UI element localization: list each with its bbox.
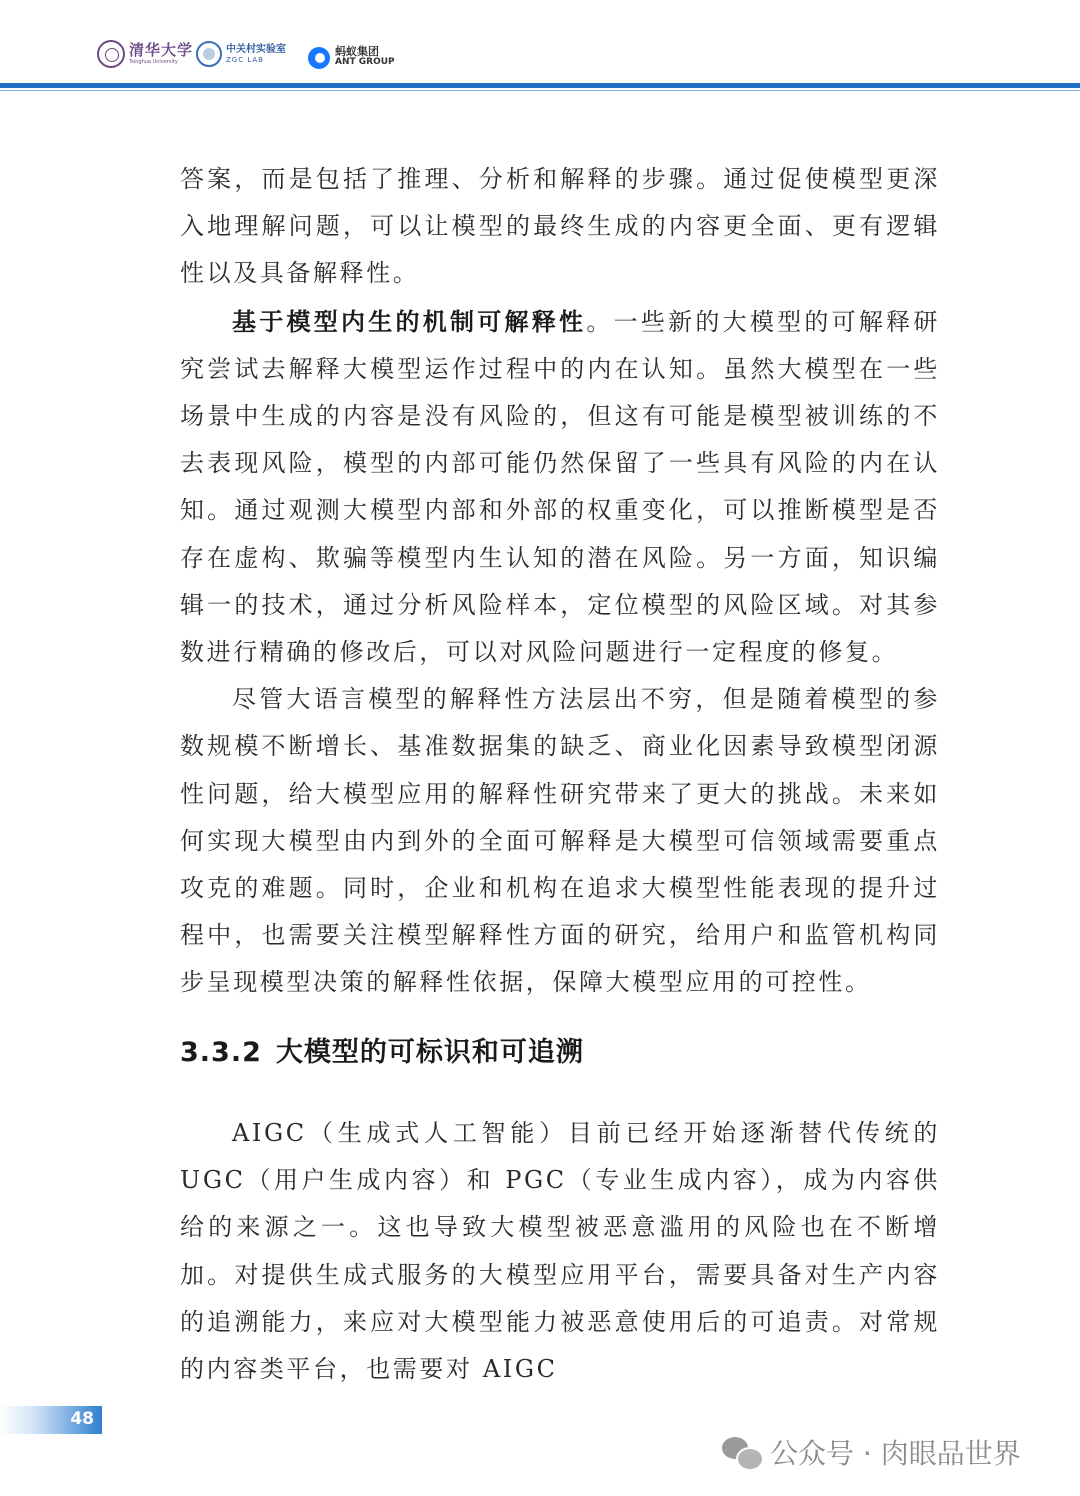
page-header bbox=[0, 0, 1080, 95]
tsinghua-seal-icon bbox=[97, 40, 125, 68]
ant-mark-icon bbox=[306, 41, 332, 71]
ant-group-logo bbox=[306, 41, 395, 71]
wechat-icon bbox=[722, 1435, 762, 1469]
watermark-text: 公众号 · 肉眼品世界 bbox=[770, 1437, 1021, 1470]
section-number: 3.3.2 bbox=[180, 1037, 262, 1068]
zgc-seal-icon bbox=[196, 41, 222, 67]
ant-logo-cn: 蚂蚁集团 bbox=[335, 44, 379, 58]
paragraph-2 bbox=[180, 298, 940, 677]
ant-logo-en: ANT GROUP bbox=[335, 56, 395, 67]
section-title-text: 大模型的可标识和可追溯 bbox=[275, 1037, 584, 1068]
zgc-lab-logo bbox=[196, 41, 286, 67]
page-number: 48 bbox=[70, 1409, 94, 1429]
paragraph-4: AIGC（生成式人工智能）目前已经开始逐渐替代传统的 UGC（用户生成内容）和 PGC（专业生成内容），成为内容供给的来源之一。这也导致大模型被恶意滥用的风险也在不断增加。对提供生成式服务的大模型应用平台，需要具备对生产内容的追溯能力，来应对大模型能力被恶意使用后的可追责。对常规的内容类平台，也需要对 AIGC bbox=[180, 1119, 940, 1384]
tsinghua-logo-en: Tsinghua University bbox=[129, 59, 178, 65]
watermark bbox=[722, 1432, 1021, 1472]
tsinghua-logo-cn: 清华大学 bbox=[129, 41, 194, 59]
body-text-lower bbox=[180, 1110, 940, 1393]
page-number-tab bbox=[0, 1406, 102, 1434]
body-text-upper bbox=[180, 156, 940, 1007]
zgc-logo-en: ZGC LAB bbox=[226, 55, 264, 64]
paragraph-2-lead: 基于模型内生的机制可解释性 bbox=[232, 306, 587, 336]
paragraph-1: 答案，而是包括了推理、分析和解释的步骤。通过促使模型更深入地理解问题，可以让模型的最终生成的内容更全面、更有逻辑性以及具备解释性。 bbox=[180, 165, 940, 288]
tsinghua-logo bbox=[97, 40, 193, 68]
header-rule-thin bbox=[0, 90, 1080, 91]
zgc-logo-cn: 中关村实验室 bbox=[226, 43, 286, 55]
header-rule bbox=[0, 83, 1080, 88]
section-heading bbox=[180, 1030, 584, 1069]
paragraph-2-text: 。一些新的大模型的可解释研究尝试去解释大模型运作过程中的内在认知。虽然大模型在一些场景中生成的内容是没有风险的，但这有可能是模型被训练的不去表现风险，模型的内部可能仍然保留了一些具有风险的内在认知。通过观测大模型内部和外部的权重变化，可以推断模型是否存在虚构、欺骗等模型内生认知的潜在风险。另一方面，知识编辑一的技术，通过分析风险样本，定位模型的风险区域。对其参数进行精确的修改后，可以对风险问题进行一定程度的修复。 bbox=[180, 307, 940, 667]
paragraph-3: 尽管大语言模型的解释性方法层出不穷，但是随着模型的参数规模不断增长、基准数据集的缺乏、商业化因素导致模型闭源性问题，给大模型应用的解释性研究带来了更大的挑战。未来如何实现大模型由内到外的全面可解释是大模型可信领域需要重点攻克的难题。同时，企业和机构在追求大模型性能表现的提升过程中，也需要关注模型解释性方面的研究，给用户和监管机构同步呈现模型决策的解释性依据，保障大模型应用的可控性。 bbox=[180, 685, 940, 997]
